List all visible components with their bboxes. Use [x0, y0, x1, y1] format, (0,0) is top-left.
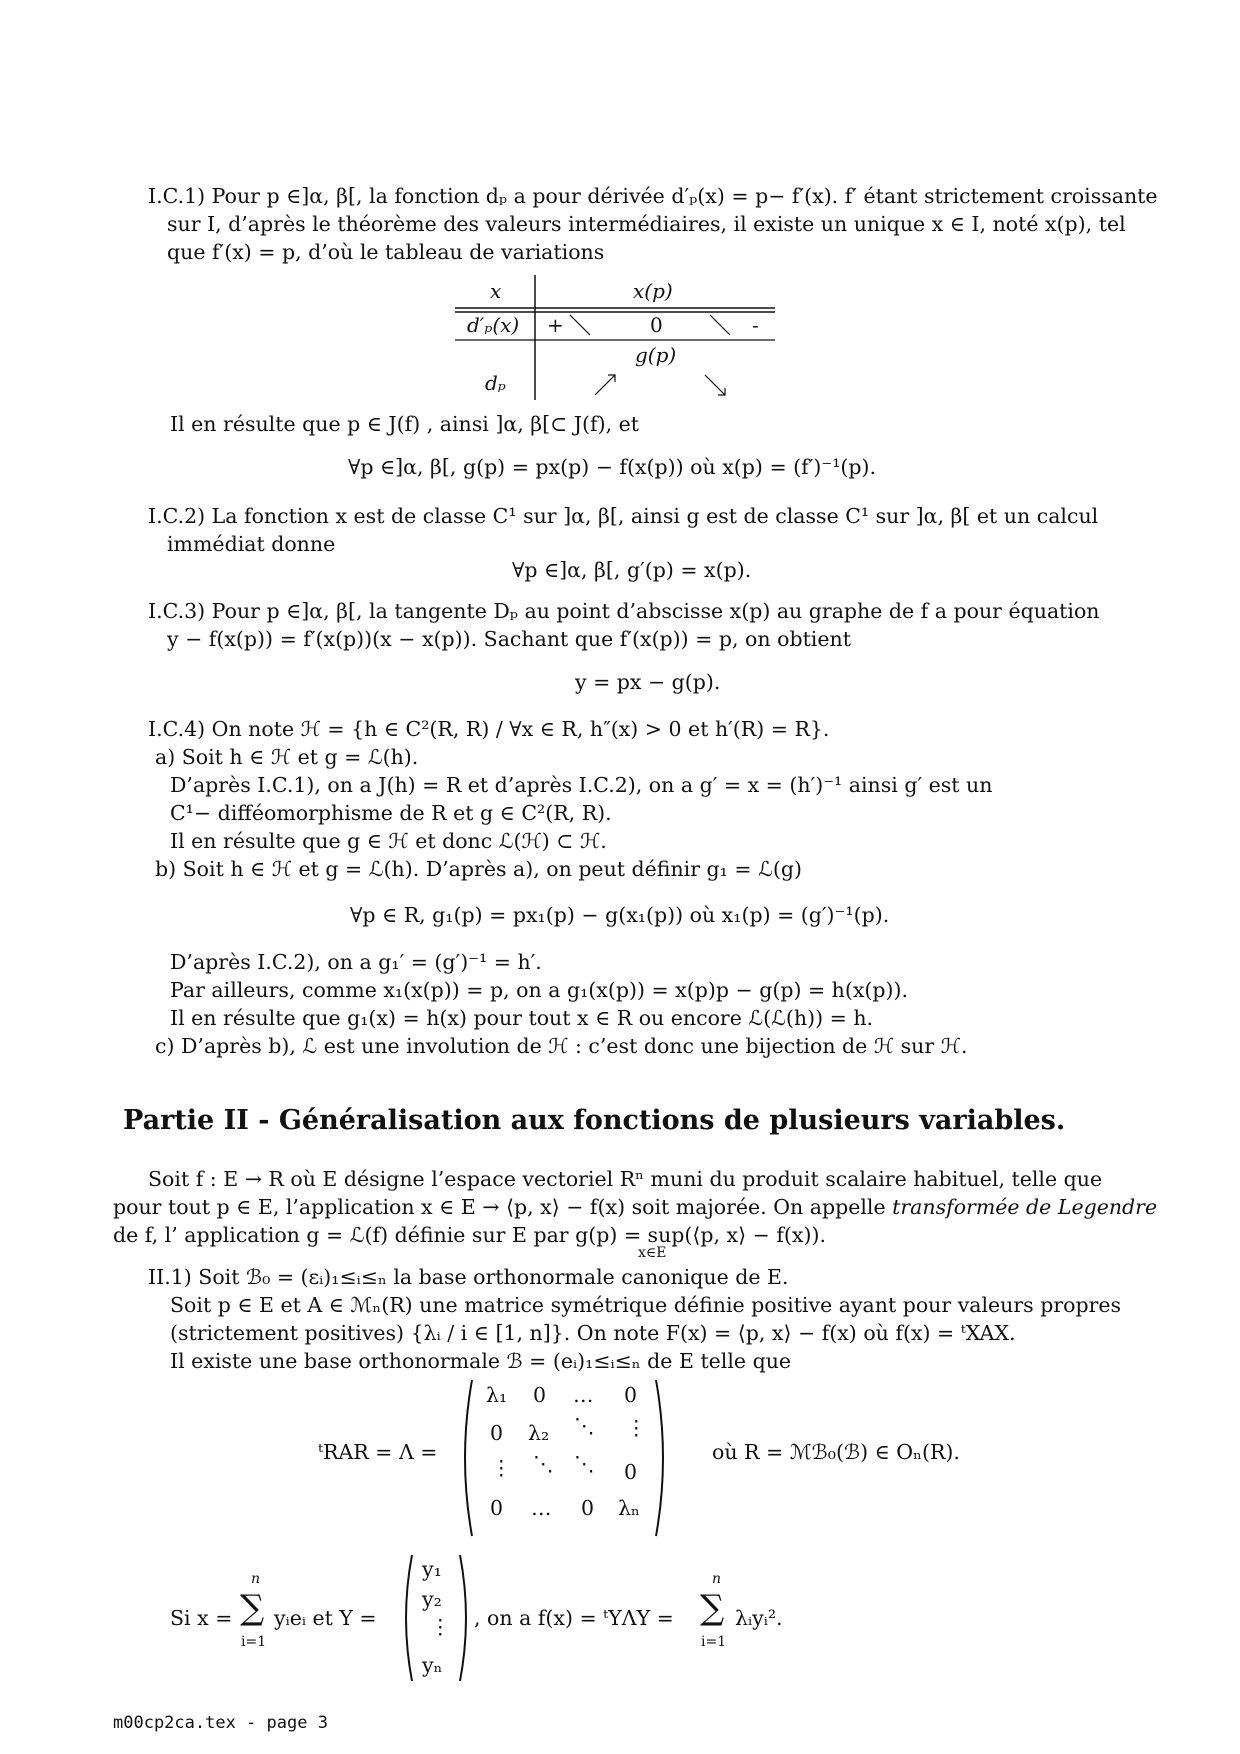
sum2-upper: n	[712, 1571, 722, 1587]
si-x-label: Si x =	[170, 1606, 233, 1630]
vt-xp: x(p)	[633, 279, 673, 303]
sum1-lower: i=1	[241, 1634, 267, 1650]
ic2-line1: I.C.2) La fonction x est de classe C¹ sur ]α, β[, ainsi g est de classe C¹ sur ]α, β[ et un calcul	[148, 504, 1099, 528]
part2-intro1: Soit f : E → R où E désigne l’espace vectoriel Rⁿ muni du produit scalaire habituel, telle que	[148, 1167, 1103, 1191]
ic4-a1: a) Soit h ∈ ℋ et g = ℒ(h).	[155, 745, 419, 769]
ic4-b1: b) Soit h ∈ ℋ et g = ℒ(h). D’après a), on peut définir g₁ = ℒ(g)	[155, 857, 802, 881]
matrix-lhs: ᵗRAR = Λ =	[318, 1440, 438, 1464]
ic4-a2: D’après I.C.1), on a J(h) = R et d’après I.C.2), on a g′ = x = (h′)⁻¹ ainsi g′ est un	[170, 773, 993, 797]
matrix-cell: 0	[490, 1421, 504, 1445]
ic4-a4: Il en résulte que g ∈ ℋ et donc ℒ(ℋ) ⊂ ℋ.	[170, 829, 607, 853]
y-vector	[400, 1553, 472, 1683]
part2-intro3: de f, l’ application g = ℒ(f) définie sur E par g(p) = sup(⟨p, x⟩ − f(x)).	[113, 1223, 826, 1247]
matrix-cell: ⋱	[574, 1414, 595, 1438]
ic4-b-formula: ∀p ∈ R, g₁(p) = px₁(p) − g(x₁(p)) où x₁(p) = (g′)⁻¹(p).	[350, 903, 890, 927]
vector-entry: y₂	[422, 1587, 442, 1611]
ic1-line1: I.C.1) Pour p ∈]α, β[, la fonction dₚ a pour dérivée d′ₚ(x) = p− f′(x). f′ étant strictement croissante	[148, 184, 1158, 208]
sum1-upper: n	[251, 1571, 261, 1587]
matrix-cell: λ₂	[528, 1421, 550, 1445]
vt-zero: 0	[650, 313, 663, 337]
vector-entry: yₙ	[422, 1653, 443, 1677]
matrix-cell: 0	[581, 1496, 595, 1520]
matrix-cell: 0	[624, 1383, 638, 1407]
matrix-cell: 0	[490, 1496, 504, 1520]
vector-entry: y₁	[422, 1557, 442, 1581]
matrix-cell: ⋮	[491, 1456, 512, 1480]
ic4-line1: I.C.4) On note ℋ = {h ∈ C²(R, R) / ∀x ∈ R, h″(x) > 0 et h′(R) = R}.	[148, 717, 830, 741]
vt-derivative-head: d′ₚ(x)	[467, 313, 520, 337]
variation-table	[455, 275, 775, 400]
vt-minus: -	[752, 313, 759, 337]
vt-gp: g(p)	[635, 343, 677, 367]
part2-intro2-text: pour tout p ∈ E, l’application x ∈ E → ⟨p, x⟩ − f(x) soit majorée. On appelle	[113, 1195, 886, 1219]
section-title: Partie II - Généralisation aux fonctions de plusieurs variables.	[123, 1105, 1066, 1136]
vt-x-head: x	[490, 279, 502, 303]
sum2-symbol: ∑	[700, 1588, 725, 1628]
ic1-formula: ∀p ∈]α, β[, g(p) = px(p) − f(x(p)) où x(p) = (f′)⁻¹(p).	[348, 455, 877, 479]
vector-entry: ⋮	[430, 1615, 451, 1639]
matrix-cell: ⋱	[574, 1452, 595, 1476]
page-footer: m00cp2ca.tex - page 3	[113, 1713, 328, 1733]
sum1-symbol: ∑	[240, 1588, 265, 1628]
II1-line3: (strictement positives) {λᵢ / i ∈ [1, n]}. On note F(x) = ⟨p, x⟩ − f(x) où f(x) = ᵗXAX.	[170, 1321, 1016, 1345]
ic4-a3: C¹− difféomorphisme de R et g ∈ C²(R, R).	[170, 801, 612, 825]
matrix-cell: 0	[533, 1383, 547, 1407]
II1-line1: II.1) Soit ℬ₀ = (εᵢ)₁≤ᵢ≤ₙ la base orthonormale canonique de E.	[148, 1265, 789, 1289]
matrix-cell: ⋮	[626, 1416, 647, 1440]
matrix-cell: λₙ	[618, 1496, 640, 1520]
ic4-c1: c) D’après b), ℒ est une involution de ℋ : c’est donc une bijection de ℋ sur ℋ.	[155, 1034, 968, 1058]
ic4-b3: Par ailleurs, comme x₁(x(p)) = p, on a g₁(x(p)) = x(p)p − g(p) = h(x(p)).	[170, 978, 909, 1002]
matrix-cell: λ₁	[486, 1383, 508, 1407]
sum2-lower: i=1	[701, 1634, 727, 1650]
II1-line4: Il existe une base orthonormale ℬ = (eᵢ)₁≤ᵢ≤ₙ de E telle que	[170, 1349, 792, 1373]
II1-line2: Soit p ∈ E et A ∈ ℳₙ(R) une matrice symétrique définie positive ayant pour valeurs propres	[170, 1293, 1122, 1317]
ic3-line1: I.C.3) Pour p ∈]α, β[, la tangente Dₚ au point d’abscisse x(p) au graphe de f a pour équation	[148, 599, 1100, 623]
ic4-b2: D’après I.C.2), on a g₁′ = (g′)⁻¹ = h′.	[170, 950, 542, 974]
ic3-formula: y = px − g(p).	[575, 670, 721, 694]
ic1-line3: que f′(x) = p, d’où le tableau de variations	[167, 240, 605, 264]
matrix-cell: ⋱	[533, 1452, 554, 1476]
ic3-line2: y − f(x(p)) = f′(x(p))(x − x(p)). Sachant que f′(x(p)) = p, on obtient	[167, 627, 851, 651]
sum1-term: yᵢeᵢ et Y =	[274, 1606, 377, 1630]
vt-plus: +	[547, 313, 564, 337]
ic2-line2: immédiat donne	[167, 532, 336, 556]
matrix-rhs: où R = ℳℬ₀(ℬ) ∈ Oₙ(R).	[712, 1440, 960, 1464]
sum2-term: λᵢyᵢ².	[735, 1606, 783, 1630]
part2-intro2	[113, 1193, 1157, 1221]
vt-dp-head: dₚ	[485, 371, 506, 395]
ic1-result: Il en résulte que p ∈ J(f) , ainsi ]α, β[⊂ J(f), et	[170, 412, 639, 436]
matrix-cell: …	[531, 1496, 552, 1520]
ic4-b4: Il en résulte que g₁(x) = h(x) pour tout x ∈ R ou encore ℒ(ℒ(h)) = h.	[170, 1006, 874, 1030]
matrix-cell: …	[573, 1383, 594, 1407]
on-a-text: , on a f(x) = ᵗYΛY =	[474, 1606, 674, 1630]
part2-intro2-emphasis: transformée de Legendre	[892, 1195, 1158, 1219]
part2-sup-subscript: x∈E	[638, 1245, 667, 1261]
lambda-matrix	[458, 1378, 670, 1538]
ic1-line2: sur I, d’après le théorème des valeurs intermédiaires, il existe un unique x ∈ I, noté x(p), tel	[167, 212, 1126, 236]
ic2-formula: ∀p ∈]α, β[, g′(p) = x(p).	[512, 558, 752, 582]
matrix-cell: 0	[624, 1460, 638, 1484]
